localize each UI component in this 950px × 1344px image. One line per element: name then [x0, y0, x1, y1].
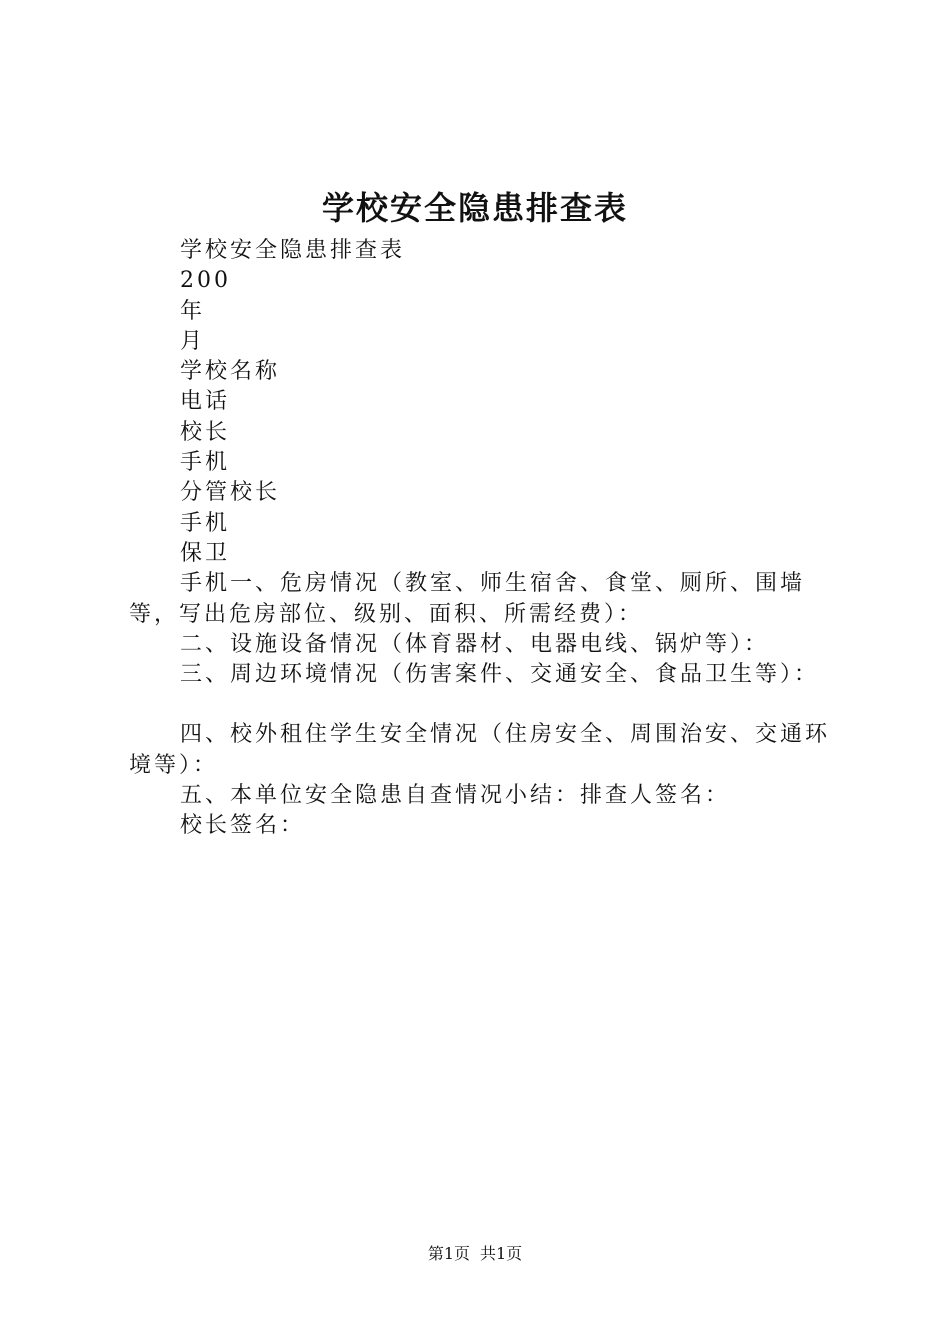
body-line-principal: 校长 — [180, 419, 231, 445]
section-offcampus-students: 四、校外租住学生安全情况（住房安全、周围治安、交通环境等）： — [129, 722, 831, 778]
section-dangerous-buildings: 手机一、危房情况（教室、师生宿舍、食堂、厕所、围墙等，写出危房部位、级别、面积、所需经费）： — [129, 571, 806, 627]
body-line-year-prefix: 200 — [180, 268, 231, 294]
page-total: 共1页 — [480, 1244, 523, 1263]
body-line-phone: 电话 — [180, 389, 231, 415]
page-number: 第1页 — [427, 1244, 470, 1263]
body-line-school-name: 学校名称 — [180, 359, 281, 385]
body-line-month: 月 — [180, 328, 206, 354]
body-line-principal-mobile: 手机 — [180, 450, 231, 476]
document-body — [129, 236, 844, 842]
body-line-subtitle: 学校安全隐患排查表 — [180, 238, 406, 263]
body-line-security: 保卫 — [180, 540, 231, 566]
body-line-year: 年 — [180, 298, 206, 324]
page-title: 学校安全隐患排查表 — [321, 189, 628, 227]
section-facilities: 二、设施设备情况（体育器材、电器电线、锅炉等）： — [180, 631, 770, 657]
section-surroundings: 三、周边环境情况（伤害案件、交通安全、食品卫生等）： — [180, 662, 820, 688]
page-footer — [0, 1242, 950, 1266]
body-line-vice-principal: 分管校长 — [180, 480, 281, 506]
section-summary: 五、本单位安全隐患自查情况小结：排查人签名： — [180, 783, 731, 809]
body-line-vice-principal-mobile: 手机 — [180, 510, 231, 536]
principal-signature-line: 校长签名： — [180, 813, 306, 839]
